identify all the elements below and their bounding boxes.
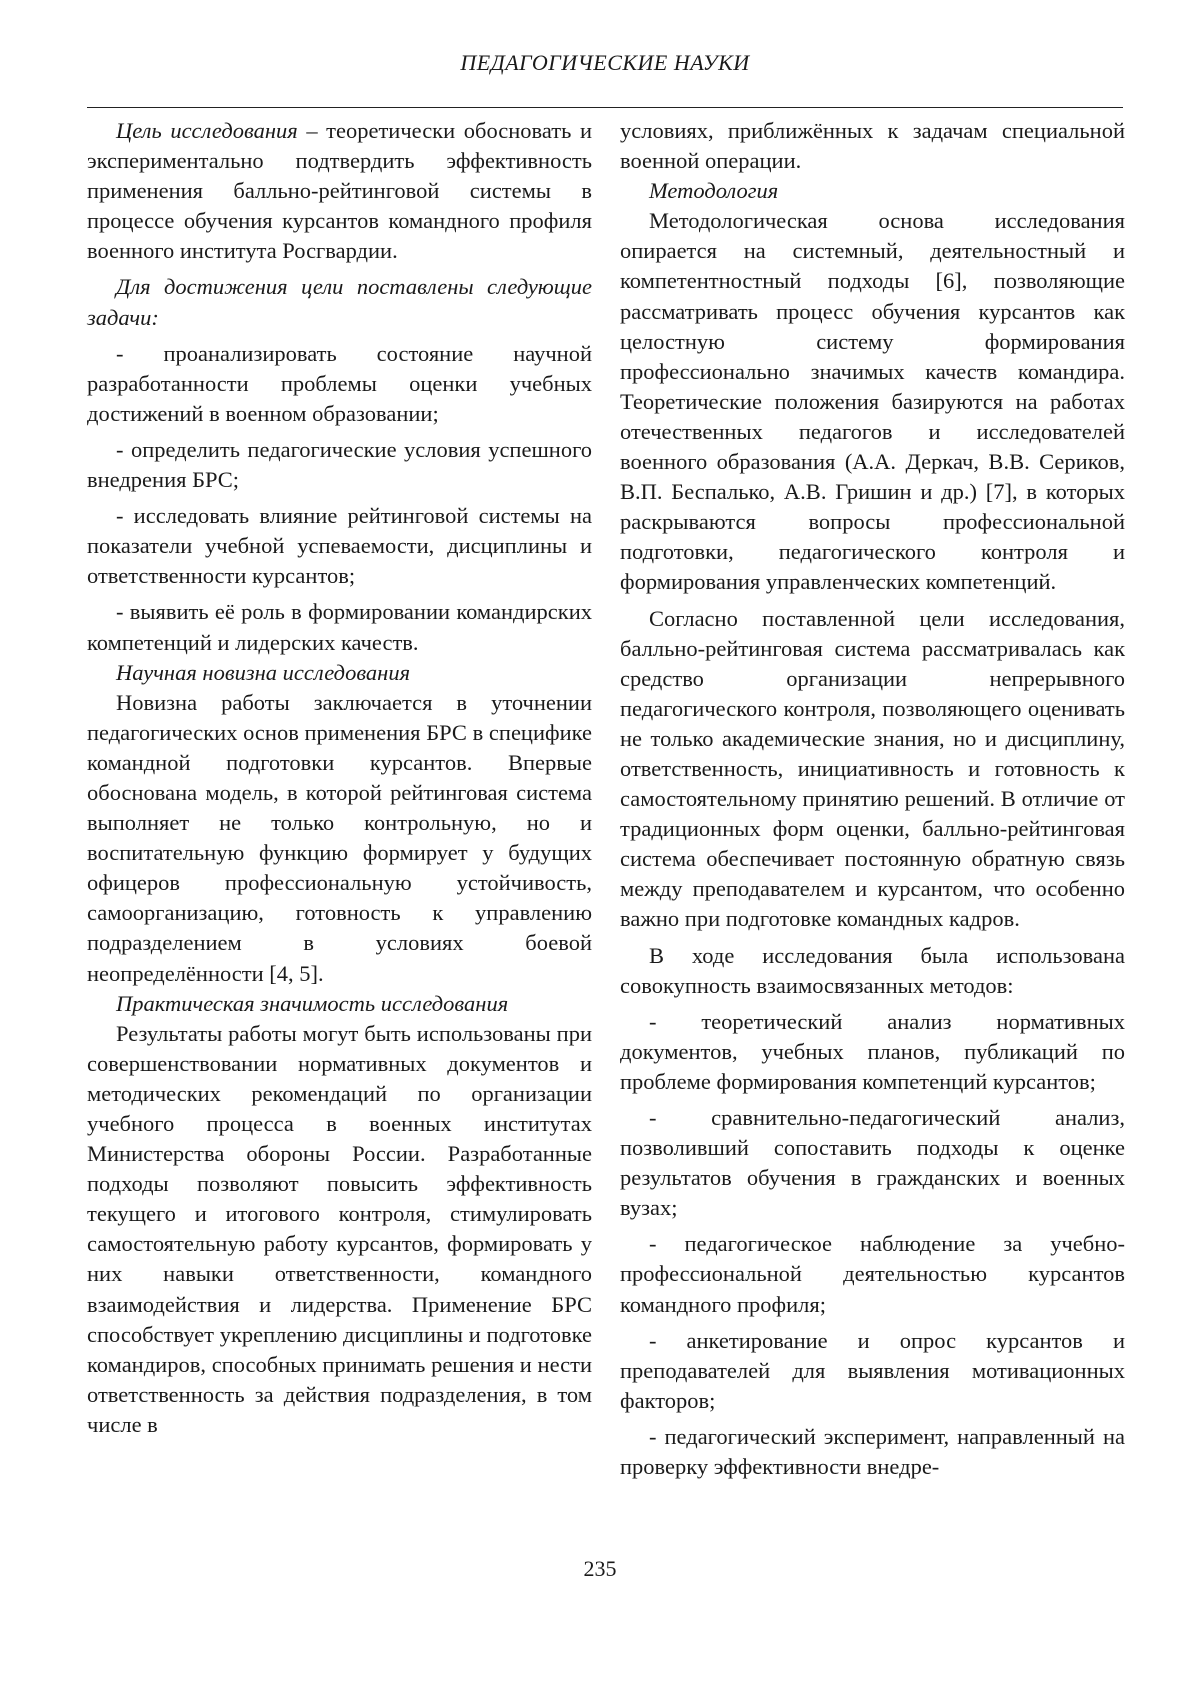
method-item: - сравнительно-педагогический анализ, позволивший сопоставить подходы к оценке результатов обучения в гражданских и военных вузах;: [620, 1105, 1125, 1221]
method-item: - педагогический эксперимент, направленный на проверку эффективности внедре-: [620, 1423, 1125, 1480]
header-rule: [87, 107, 1123, 108]
practical-heading: Практическая значимость исследования: [116, 990, 509, 1016]
page-number: 235: [583, 1556, 617, 1581]
method-item: - педагогическое наблюдение за учебно-профессиональной деятельностью курсантов командного профиля;: [620, 1231, 1125, 1317]
novelty-heading: Научная новизна исследования: [116, 659, 411, 685]
continuation-paragraph: условиях, приближённых к задачам специальной военной операции.: [620, 118, 1125, 174]
task-item: - проанализировать состояние научной разработанности проблемы оценки учебных достижений в военном образовании;: [87, 340, 592, 426]
task-item: - определить педагогические условия успешного внедрения БРС;: [87, 436, 592, 493]
practical-paragraph: Результаты работы могут быть использованы при совершенствовании нормативных документов и методических рекомендаций по организации учебного процесса в военных институтах Министерства обороны России. Разработанные подходы позволяют повысить эффективность текущего и итогового контроля, стимулировать самостоятельную работу курсантов, формировать у них навыки ответственности, командного взаимодействия и лидерства. Применение БРС способствует укреплению дисциплины и подготовке командиров, способных принимать решения и нести ответственность за действия подразделения, в том числе в: [87, 1020, 592, 1437]
task-item: - исследовать влияние рейтинговой системы на показатели учебной успеваемости, дисциплины и ответственности курсантов;: [87, 503, 592, 589]
purpose-paragraph: Согласно поставленной цели исследования, балльно-рейтинговая система рассматривалась как средство организации непрерывного педагогического контроля, позволяющего оценивать не только академические знания, но и дисциплину, ответственность, инициативность и готовность к самостоятельному принятию решений. В отличие от традиционных форм оценки, балльно-рейтинговая система обеспечивает постоянную обратную связь между преподавателем и курсантом, что особенно важно при подготовке командных кадров.: [620, 605, 1125, 932]
methodology-paragraph: Методологическая основа исследования опирается на системный, деятельностный и компетентностный подходы [6], позволяющие рассматривать процесс обучения курсантов как целостную систему формирования профессионально значимых качеств командира. Теоретические положения базируются на работах отечественных педагогов и исследователей военного образования (А.А. Деркач, В.В. Сериков, В.П. Беспалько, А.В. Гришин и др.) [7], в которых раскрываются вопросы профессиональной подготовки, педагогического контроля и формирования управленческих компетенций.: [620, 208, 1125, 595]
methodology-heading: Методология: [649, 178, 779, 204]
method-item: - теоретический анализ нормативных документов, учебных планов, публикаций по проблеме формирования компетенций курсантов;: [620, 1008, 1125, 1094]
running-title: ПЕДАГОГИЧЕСКИЕ НАУКИ: [460, 50, 750, 75]
right-column: [620, 116, 1125, 1482]
goal-paragraph: [87, 116, 592, 266]
tasks-heading: Для достижения цели поставлены следующие задачи:: [87, 274, 592, 330]
goal-lead: Цель исследования: [116, 118, 298, 143]
goal-text: – теоретически обосновать и экспериментально подтвердить эффективность применения балльно-рейтинговой системы в процессе обучения курсантов командного профиля военного института Росгвардии.: [87, 118, 592, 264]
methods-intro: В ходе исследования была использована совокупность взаимосвязанных методов:: [620, 942, 1125, 998]
task-item: - выявить её роль в формировании командирских компетенций и лидерских качеств.: [87, 599, 592, 655]
novelty-paragraph: Новизна работы заключается в уточнении педагогических основ применения БРС в специфике командной подготовки курсантов. Впервые обоснована модель, в которой рейтинговая система выполняет не только контрольную, но и воспитательную функцию формирует у будущих офицеров профессиональную устойчивость, самоорганизацию, готовность к управлению подразделением в условиях боевой неопределённости [4, 5].: [87, 689, 592, 986]
left-column: [87, 116, 592, 1440]
method-item: - анкетирование и опрос курсантов и преподавателей для выявления мотивационных факторов;: [620, 1327, 1125, 1413]
